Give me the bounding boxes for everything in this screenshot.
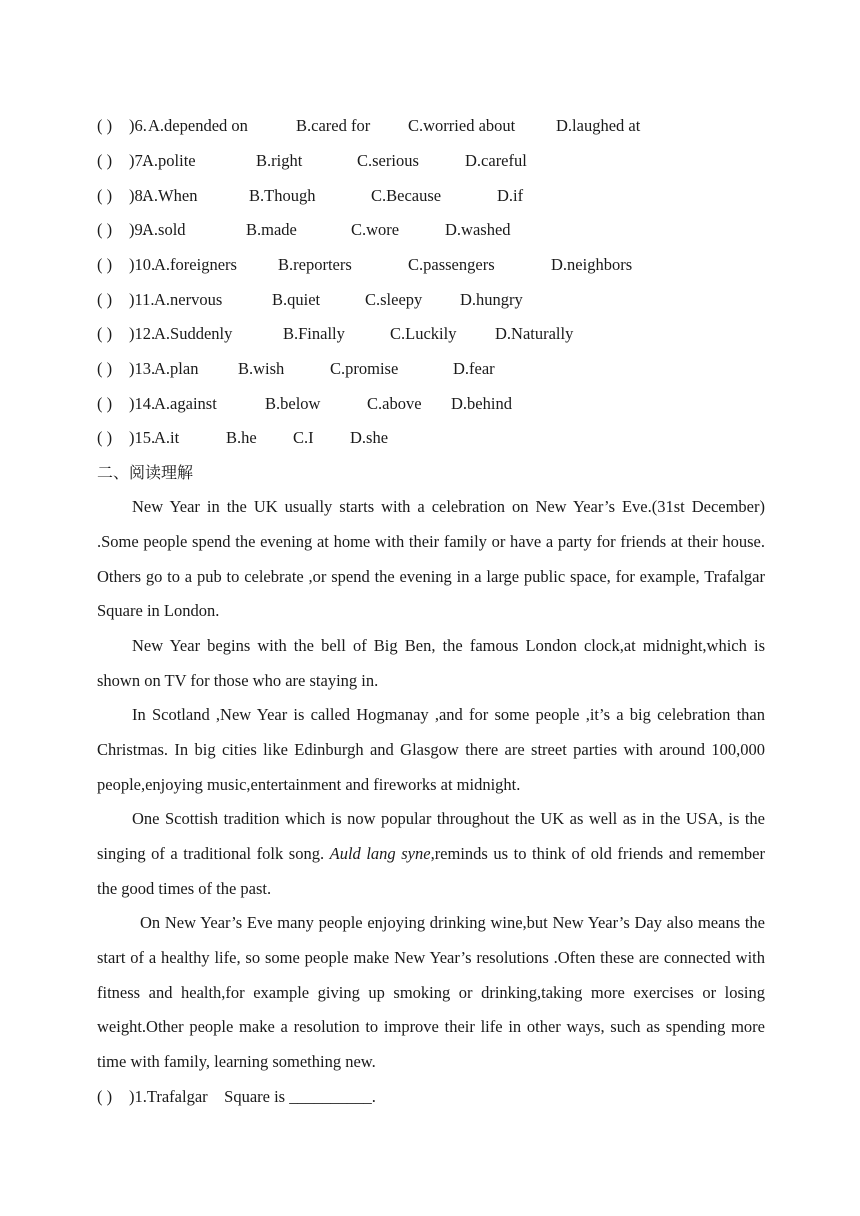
paragraph-text: ,reminds us to think of old friends and remember the good times of the past.	[97, 843, 765, 898]
answer-blank[interactable]: ( )	[97, 255, 113, 274]
option-c: C.serious	[357, 151, 419, 170]
option-b: B.reporters	[278, 255, 352, 274]
option-a: A.depended on	[148, 116, 248, 135]
option-c: C.wore	[351, 220, 400, 239]
option-d: D.she	[350, 428, 389, 447]
option-a: A.Suddenly	[154, 324, 233, 343]
question-number: )9.	[129, 220, 147, 239]
answer-blank[interactable]: ( )	[97, 394, 113, 413]
option-d: D.Naturally	[495, 324, 574, 343]
question-number: )15.	[129, 428, 156, 447]
option-a: A.polite	[142, 151, 196, 170]
option-a: A.When	[142, 186, 198, 205]
option-b: B.made	[246, 220, 297, 239]
question-number: )13.	[129, 359, 156, 378]
answer-blank[interactable]: ( )	[97, 116, 113, 135]
option-b: B.he	[226, 428, 257, 447]
question-text: )1.Trafalgar Square is __________.	[129, 1087, 376, 1106]
option-c: C.Because	[371, 186, 442, 205]
question-number: )6.	[129, 116, 147, 135]
song-title: Auld lang syne	[329, 843, 431, 863]
answer-blank[interactable]: ( )	[97, 220, 113, 239]
option-b: B.Though	[249, 186, 316, 205]
option-d: D.washed	[445, 220, 511, 239]
answer-blank[interactable]: ( )	[97, 359, 113, 378]
option-c: C.promise	[330, 359, 399, 378]
paragraph-text: One Scottish tradition which is now popular throughout the UK as well as in the USA, is the singing of a traditional folk song.	[97, 809, 765, 863]
option-d: D.if	[497, 186, 524, 205]
option-b: B.Finally	[283, 324, 345, 343]
answer-blank[interactable]: ( )	[97, 1087, 113, 1106]
answer-blank[interactable]: ( )	[97, 324, 113, 343]
passage-paragraph-3: In Scotland ,New Year is called Hogmanay ,and for some people ,it’s a big celebration than Christmas. In big cities like Edinburgh and Glasgow there are street parties with around 100,000 people,enjoying music,entertainment and fireworks at midnight.	[97, 705, 765, 794]
option-c: C.I	[293, 428, 314, 447]
option-d: D.hungry	[460, 290, 523, 309]
option-d: D.behind	[451, 394, 512, 413]
option-c: C.Luckily	[390, 324, 457, 343]
option-a: A.it	[154, 428, 180, 447]
option-a: A.plan	[154, 359, 199, 378]
answer-blank[interactable]: ( )	[97, 151, 113, 170]
question-number: )10.	[129, 255, 156, 274]
option-b: B.cared for	[296, 116, 371, 135]
option-d: D.laughed at	[556, 116, 641, 135]
question-number: )12.	[129, 324, 156, 343]
option-a: A.foreigners	[154, 255, 237, 274]
question-number: )7.	[129, 151, 147, 170]
option-a: A.against	[154, 394, 217, 413]
option-a: A.nervous	[154, 290, 223, 309]
option-c: C.worried about	[408, 116, 516, 135]
option-d: D.neighbors	[551, 255, 633, 274]
question-number: )14.	[129, 394, 156, 413]
option-c: C.above	[367, 394, 422, 413]
option-b: B.quiet	[272, 290, 321, 309]
passage-paragraph-5: On New Year’s Eve many people enjoying drinking wine,but New Year’s Day also means the start of a healthy life, so some people make New Year’s resolutions .Often these are connected with fitness and health,for example giving up smoking or drinking,taking more exercises or losing weight.Other people make a resolution to improve their life in other ways, such as spending more time with family, learning something new.	[97, 913, 765, 1072]
question-number: )8.	[129, 186, 147, 205]
question-number: )11.	[129, 290, 155, 309]
option-b: B.below	[265, 394, 321, 413]
answer-blank[interactable]: ( )	[97, 428, 113, 447]
passage-paragraph-1: New Year in the UK usually starts with a celebration on New Year’s Eve.(31st December) .Some people spend the evening at home with their family or have a party for friends at their house. Others go to a pub to celebrate ,or spend the evening in a large public space, for example, Trafalgar Square in London.	[97, 497, 765, 621]
option-a: A.sold	[142, 220, 186, 239]
passage-paragraph-4	[97, 802, 765, 906]
passage-paragraph-2: New Year begins with the bell of Big Ben, the famous London clock,at midnight,which is shown on TV for those who are staying in.	[97, 636, 765, 690]
option-c: C.sleepy	[365, 290, 423, 309]
answer-blank[interactable]: ( )	[97, 290, 113, 309]
option-d: D.fear	[453, 359, 495, 378]
option-d: D.careful	[465, 151, 527, 170]
option-b: B.right	[256, 151, 303, 170]
answer-blank[interactable]: ( )	[97, 186, 113, 205]
section-title-reading: 二、阅读理解	[97, 463, 194, 482]
option-c: C.passengers	[408, 255, 495, 274]
option-b: B.wish	[238, 359, 285, 378]
